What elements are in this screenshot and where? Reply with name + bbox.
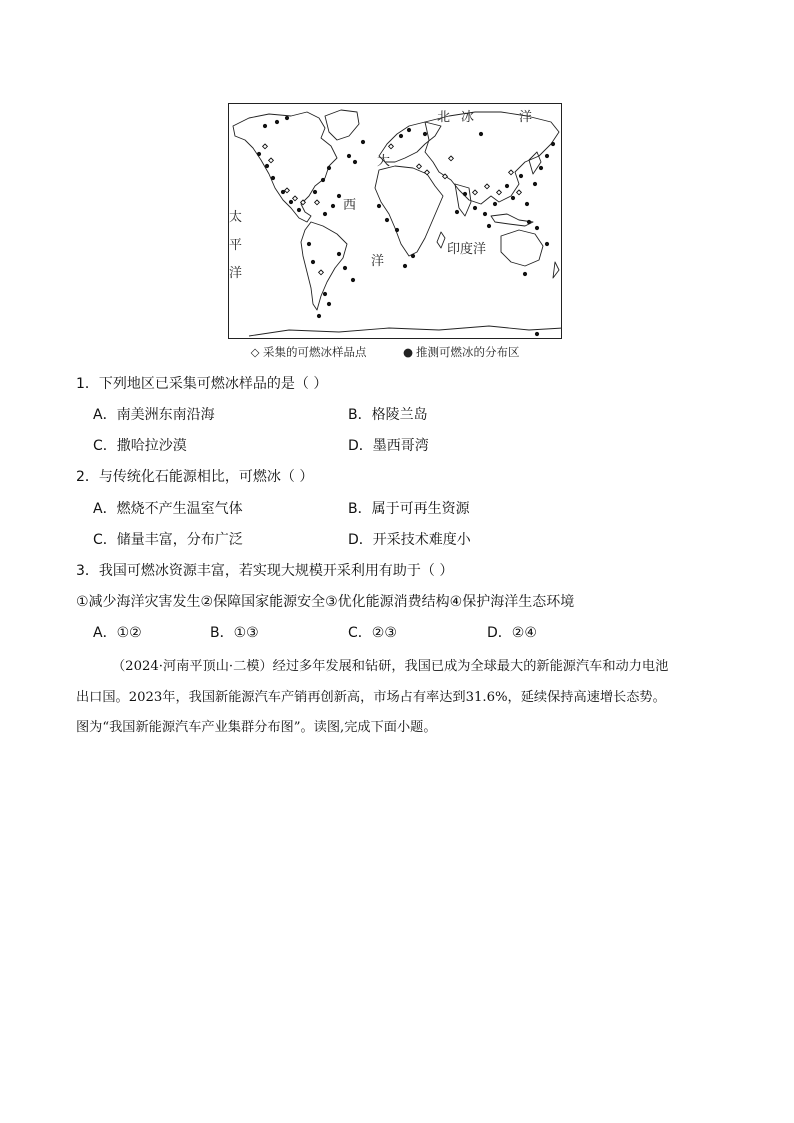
new-zealand-outline bbox=[553, 262, 559, 278]
passage-line-2: 出口国。2023年，我国新能源汽车产销再创新高，市场占有率达到31.6%，延续保持高速增长态势。 bbox=[76, 690, 666, 705]
question-2-option-d: D．开采技术难度小 bbox=[348, 532, 471, 548]
question-1-stem: 1．下列地区已采集可燃冰样品的是（ ） bbox=[76, 376, 328, 392]
pacific-ocean-label-1: 太 bbox=[229, 210, 243, 225]
question-2-stem: 2．与传统化石能源相比，可燃冰（ ） bbox=[76, 469, 314, 485]
inferred-point-symbol: ● bbox=[403, 345, 414, 359]
atlantic-ocean-label-3: 洋 bbox=[371, 254, 385, 269]
question-1-option-a: A．南美洲东南沿海 bbox=[93, 407, 215, 423]
question-2-option-c: C．储量丰富，分布广泛 bbox=[93, 532, 243, 548]
pacific-ocean-label-3: 洋 bbox=[229, 266, 243, 281]
south-america-outline bbox=[301, 222, 347, 310]
pacific-ocean-label-2: 平 bbox=[229, 238, 243, 253]
arctic-ocean-label-2: 冰 bbox=[461, 110, 475, 125]
atlantic-ocean-label-1: 大 bbox=[377, 154, 391, 169]
africa-outline bbox=[375, 166, 443, 256]
arctic-ocean-label-1: 北 bbox=[437, 110, 451, 125]
question-2-option-a: A．燃烧不产生温室气体 bbox=[93, 501, 243, 517]
greenland-outline bbox=[325, 110, 359, 140]
legend-sample bbox=[250, 344, 367, 360]
legend-inferred-label: 推测可燃冰的分布区 bbox=[416, 345, 520, 359]
inferred-hydrate-points bbox=[257, 116, 555, 336]
antarctica-outline bbox=[249, 326, 562, 336]
madagascar-outline bbox=[437, 232, 445, 248]
legend-sample-label: 采集的可燃冰样品点 bbox=[263, 345, 367, 359]
world-map-drawing bbox=[229, 104, 562, 339]
question-2-option-b: B．属于可再生资源 bbox=[348, 501, 470, 517]
question-1-option-b: B．格陵兰岛 bbox=[348, 407, 428, 423]
australia-outline bbox=[501, 230, 543, 266]
question-3-stem: 3．我国可燃冰资源丰富，若实现大规模开采利用有助于（ ） bbox=[76, 563, 454, 579]
arctic-ocean-label-3: 洋 bbox=[519, 110, 533, 125]
indian-ocean-label: 印度洋 bbox=[447, 242, 487, 257]
question-1-option-d: D．墨西哥湾 bbox=[348, 438, 429, 454]
question-1-option-c: C．撒哈拉沙漠 bbox=[93, 438, 187, 454]
asia-outline bbox=[425, 112, 559, 204]
world-map-figure bbox=[228, 103, 562, 339]
question-3-option-b: B．①③ bbox=[210, 625, 259, 641]
question-3-option-a: A．①② bbox=[93, 625, 142, 641]
passage-line-3: 图为“我国新能源汽车产业集群分布图”。读图,完成下面小题。 bbox=[76, 720, 437, 735]
legend-inferred bbox=[403, 344, 520, 360]
sample-point-symbol: ◇ bbox=[250, 345, 260, 359]
north-america-outline bbox=[233, 112, 337, 222]
atlantic-ocean-label-2: 西 bbox=[343, 198, 357, 213]
question-3-option-d: D．②④ bbox=[487, 625, 537, 641]
passage-line-1: （2024·河南平顶山·二模）经过多年发展和钻研，我国已成为全球最大的新能源汽车和动力电池 bbox=[112, 659, 669, 674]
question-3-statement: ①减少海洋灾害发生②保障国家能源安全③优化能源消费结构④保护海洋生态环境 bbox=[76, 594, 575, 610]
question-3-option-c: C．②③ bbox=[348, 625, 397, 641]
indonesia-outline bbox=[491, 214, 533, 226]
